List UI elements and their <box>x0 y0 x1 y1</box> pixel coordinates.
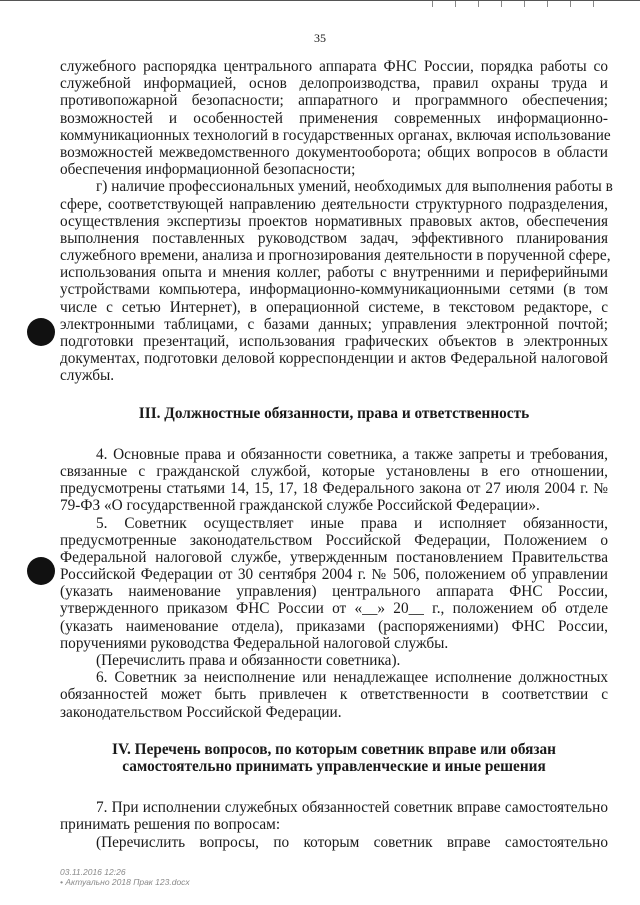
text-line: (указать наименование отдела), приказами (распоряжениями) ФНС России, <box>60 617 608 635</box>
text-line: (указать наименование управления) центрального аппарата ФНС России, <box>60 583 608 601</box>
paragraph-first-line: 6. Советник за неисполнение или ненадлежащее исполнение должностных <box>96 669 608 687</box>
section-heading-iii: III. Должностные обязанности, права и ответственность <box>138 404 530 422</box>
section-heading-iv: IV. Перечень вопросов, по которым советник вправе или обязан <box>112 740 556 758</box>
text-line: использования опыта и мнения коллег, работы с внутренними и периферийными <box>60 264 608 282</box>
text-line: подготовки презентаций, использования графических объектов в электронных <box>60 333 608 350</box>
scan-tick-mark <box>478 1 479 7</box>
text-line: поручениями руководства Федеральной налоговой службы. <box>60 634 449 652</box>
paragraph-first-line: (Перечислить права и обязанности советника). <box>96 652 401 669</box>
scan-tick-mark <box>455 1 456 7</box>
text-line: электронными таблицами, с базами данных; управления электронной почтой; <box>60 315 608 333</box>
scan-tick-mark <box>547 1 548 7</box>
paragraph-first-line: 7. При исполнении служебных обязанностей советник вправе самостоятельно <box>96 799 608 817</box>
punch-hole <box>27 557 55 585</box>
stamp-filename: • Актуально 2018 Прак 123.docx <box>60 876 190 887</box>
text-line: связанные с гражданской службой, которые установлены в его отношении, <box>60 462 608 480</box>
stamp-date: 03.11.2016 12:26 <box>60 867 126 877</box>
text-line: противопожарной безопасности; аппаратного и программного обеспечения; <box>60 92 608 110</box>
text-line: осуществления экспертизы проектов нормативных правовых актов, обеспечения <box>60 212 608 230</box>
text-line: службы. <box>60 367 115 385</box>
text-line: коммуникационных технологий в государственных органах, включая использование <box>60 126 611 144</box>
document-body <box>60 58 613 851</box>
text-line: 79-ФЗ «О государственной гражданской службе Российской Федерации». <box>60 497 540 515</box>
paragraph-first-line: 5. Советник осуществляет иные права и исполняет обязанности, <box>96 514 608 532</box>
text-line: утвержденного приказом ФНС России от «__» 20__ г., положением об отделе <box>60 600 608 618</box>
text-line: Российской Федерации от 30 сентября 2004 г. № 506, положением об управлении <box>60 566 608 584</box>
text-line: документах, подготовки деловой корреспонденции и актов Федеральной налоговой <box>60 350 608 368</box>
text-line: законодательством Российской Федерации. <box>60 703 342 721</box>
scan-top-border <box>0 0 640 9</box>
text-line: числе с сетью Интернет), в операционной системе, в текстовом редакторе, с <box>60 298 608 316</box>
text-line: Федеральной налоговой службе, утвержденным постановлением Правительства <box>60 548 608 566</box>
scan-tick-mark <box>524 1 525 7</box>
punch-hole <box>27 318 55 346</box>
scan-tick-mark <box>570 1 571 7</box>
scan-tick-mark <box>432 1 433 7</box>
text-line: предусмотренные законодательством Российской Федерации, Положением о <box>60 531 608 549</box>
scan-tick-mark <box>593 1 594 7</box>
section-heading-iv-continued: самостоятельно принимать управленческие и иные решения <box>122 757 546 775</box>
text-line: выполнения поставленных руководством задач, эффективного планирования <box>60 229 608 247</box>
text-line: служебного распорядка центрального аппарата ФНС России, порядка работы со <box>60 58 608 75</box>
scan-tick-mark <box>501 1 502 7</box>
text-line: обязанностей может быть привлечен к ответственности в соответствии с <box>60 686 608 704</box>
text-line: сфере, соответствующей направлению деятельности структурного подразделения, <box>60 195 608 213</box>
paragraph-first-line: 4. Основные права и обязанности советника, а также запреты и требования, <box>96 445 608 463</box>
text-line: устройствами компьютера, информационно-коммуникационными сетями (в том <box>60 281 608 299</box>
text-line: принимать решения по вопросам: <box>60 816 281 834</box>
text-line: служебного времени, анализа и прогнозирования деятельности в порученной сфере, <box>60 247 611 265</box>
text-line: предусмотрены статьями 14, 15, 17, 18 Федерального закона от 27 июля 2004 г. № <box>60 480 608 498</box>
text-line: возможностей межведомственного документооборота; общих вопросов в области <box>60 143 608 161</box>
paragraph-first-line: (Перечислить вопросы, по которым советник вправе самостоятельно <box>96 833 608 851</box>
text-line: обеспечения информационной безопасности; <box>60 161 356 179</box>
paragraph-first-line: г) наличие профессиональных умений, необходимых для выполнения работы в <box>96 178 613 196</box>
text-line: служебной информацией, основ делопроизводства, правил охраны труда и <box>60 75 608 93</box>
page-number: 35 <box>314 31 326 45</box>
file-stamp <box>60 868 190 887</box>
text-line: возможностей и особенностей применения современных информационно- <box>60 109 608 127</box>
